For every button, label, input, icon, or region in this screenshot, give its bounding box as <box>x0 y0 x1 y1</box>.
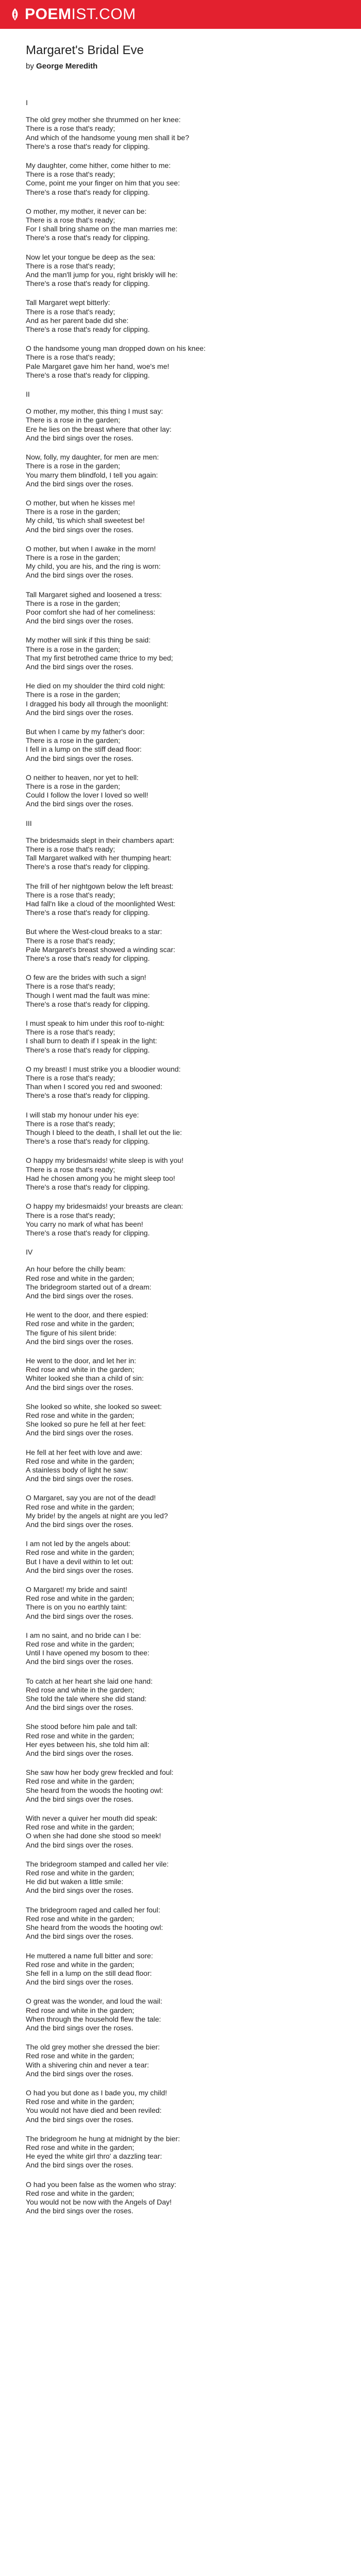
poem-line: Red rose and white in the garden; <box>26 1548 135 1557</box>
poem-line: He went to the door, and there espied: <box>26 1311 149 1319</box>
poem-line: And the bird sings over the roses. <box>26 525 134 534</box>
poem-line: And the bird sings over the roses. <box>26 1840 134 1849</box>
poem-line: And the bird sings over the roses. <box>26 2023 134 2032</box>
poem-line: I will stab my honour under his eye: <box>26 1110 139 1119</box>
poem-line: There is a rose in the garden; <box>26 645 120 653</box>
poem-line: Red rose and white in the garden; <box>26 1502 135 1511</box>
poem-line: O Margaret! my bride and saint! <box>26 1585 127 1594</box>
poem-line: O Margaret, say you are not of the dead! <box>26 1494 156 1502</box>
poem-line: Red rose and white in the garden; <box>26 1914 135 1923</box>
poem-line: He did but waken a little smile: <box>26 1877 124 1886</box>
poem-line: There is a rose that's ready; <box>26 124 116 133</box>
poem-line: And the bird sings over the roses. <box>26 708 134 717</box>
poem-line: Now, folly, my daughter, for men are men: <box>26 453 159 462</box>
poem-line: Ere he lies on the breast where that other lay: <box>26 425 172 433</box>
stanza <box>26 1448 335 1484</box>
poem-line: With never a quiver her mouth did speak: <box>26 1814 158 1823</box>
stanza <box>26 499 335 534</box>
poem-line: There is a rose that's ready; <box>26 936 116 945</box>
poem-line: You would not have died and been reviled: <box>26 2106 162 2115</box>
stanza <box>26 1906 335 1941</box>
poem-line: Red rose and white in the garden; <box>26 1640 135 1649</box>
poem-line: And the bird sings over the roses. <box>26 479 134 488</box>
poem-line: Now let your tongue be deep as the sea: <box>26 252 156 261</box>
stanza <box>26 1156 335 1192</box>
poem-line: My bride! by the angels at night are you led? <box>26 1511 168 1520</box>
poem-line: There is a rose that's ready; <box>26 1165 116 1174</box>
stanza <box>26 1585 335 1621</box>
poem-line: I must speak to him under this roof to-night: <box>26 1019 165 1028</box>
poem-line: With a shivering chin and never a tear: <box>26 2060 149 2069</box>
poem-line: There is a rose in the garden; <box>26 736 120 745</box>
stanza <box>26 590 335 626</box>
poem-line: And the bird sings over the roses. <box>26 1383 134 1392</box>
poem-line: She looked so white, she looked so sweet: <box>26 1402 162 1411</box>
poem-line: And the bird sings over the roses. <box>26 2207 134 2215</box>
stanza <box>26 1952 335 1987</box>
poem-line: My daughter, come hither, come hither to me: <box>26 161 171 170</box>
poem-line: My mother will sink if this thing be said: <box>26 636 151 645</box>
poem-line: That my first betrothed came thrice to my bed; <box>26 653 173 662</box>
poem-line: Tall Margaret walked with her thumping heart: <box>26 854 172 862</box>
poem-line: There is a rose in the garden; <box>26 462 120 470</box>
poem-line: There's a rose that's ready for clipping. <box>26 233 150 242</box>
poem-line: There's a rose that's ready for clipping. <box>26 862 150 871</box>
poem-line: There is a rose in the garden; <box>26 416 120 425</box>
poem-line: And the bird sings over the roses. <box>26 1291 134 1300</box>
poem-line: For I shall bring shame on the man marries me: <box>26 225 178 233</box>
stanza <box>26 253 335 289</box>
poem-line: O mother, my mother, it never can be: <box>26 207 147 215</box>
stanza <box>26 1722 335 1758</box>
poem-line: There is a rose that's ready; <box>26 1211 116 1219</box>
poem-line: Though I bleed to the death, I shall let out the lie: <box>26 1128 182 1137</box>
poem-line: To catch at her heart she laid one hand: <box>26 1676 153 1685</box>
poem-content <box>0 29 361 2215</box>
poem-line: And the bird sings over the roses. <box>26 1475 134 1483</box>
poem-line: There is a rose that's ready; <box>26 353 116 362</box>
stanza <box>26 682 335 717</box>
poem-line: He eyed the white girl thro' a dazzling tear: <box>26 2152 162 2161</box>
poem-line: Red rose and white in the garden; <box>26 1411 135 1419</box>
poem-line: There is a rose that's ready; <box>26 307 116 316</box>
poem-line: There is a rose in the garden; <box>26 599 120 607</box>
site-header <box>0 0 361 29</box>
poem-line: There's a rose that's ready for clipping. <box>26 1137 150 1146</box>
poem-line: Red rose and white in the garden; <box>26 1365 135 1374</box>
site-logo[interactable] <box>9 6 136 23</box>
poem-line: But when I came by my father's door: <box>26 727 145 736</box>
poem-line: He died on my shoulder the third cold night: <box>26 682 166 690</box>
stanza <box>26 1631 335 1667</box>
poem-line: There is a rose in the garden; <box>26 507 120 516</box>
poem-line: The frill of her nightgown below the left breast: <box>26 882 174 890</box>
poem-line: She saw how her body grew freckled and foul: <box>26 1768 174 1777</box>
poem-line: And the bird sings over the roses. <box>26 571 134 580</box>
poem-line: My child, 'tis which shall sweetest be! <box>26 516 145 525</box>
stanza <box>26 2180 335 2216</box>
logo-text: POEMIST.COM <box>25 6 136 23</box>
poem-line: He went to the door, and let her in: <box>26 1356 137 1365</box>
stanza <box>26 1202 335 1238</box>
poem-line: She heard from the woods the hooting owl: <box>26 1786 163 1794</box>
section-numeral: II <box>26 390 30 399</box>
poem-line: But where the West-cloud breaks to a star: <box>26 927 162 936</box>
poem-line: And the bird sings over the roses. <box>26 1794 134 1803</box>
poem-line: And the bird sings over the roses. <box>26 662 134 671</box>
stanza <box>26 1265 335 1300</box>
poem-title: Margaret's Bridal Eve <box>26 43 144 57</box>
poem-line: But I have a devil within to let out: <box>26 1557 134 1566</box>
poem-line: Red rose and white in the garden; <box>26 2006 135 2014</box>
section-numeral: IV <box>26 1248 33 1257</box>
poem-line: Her eyes between his, she told him all: <box>26 1740 150 1749</box>
poem-line: Could I follow the lover I loved so well! <box>26 791 149 800</box>
poem-line: O mother, but when I awake in the morn! <box>26 544 156 553</box>
poem-line: The figure of his silent bride: <box>26 1328 117 1337</box>
stanza <box>26 1768 335 1804</box>
poem-author[interactable]: George Meredith <box>36 62 98 71</box>
stanza <box>26 298 335 334</box>
poem-line: Red rose and white in the garden; <box>26 1731 135 1740</box>
poem-line: Red rose and white in the garden; <box>26 1823 135 1832</box>
poem-line: You marry them blindfold, I tell you again: <box>26 470 158 479</box>
poem-line: And the bird sings over the roses. <box>26 754 134 762</box>
poem-line: And the bird sings over the roses. <box>26 433 134 442</box>
stanza <box>26 1677 335 1713</box>
stanza <box>26 973 335 1009</box>
poem-line: There's a rose that's ready for clipping. <box>26 142 150 150</box>
poem-line: And the bird sings over the roses. <box>26 1612 134 1620</box>
poem-line: You carry no mark of what has been! <box>26 1219 143 1228</box>
poem-line: There is a rose that's ready; <box>26 1074 116 1082</box>
stanza <box>26 773 335 809</box>
poem-line: The bridesmaids slept in their chambers apart: <box>26 836 174 844</box>
poem-line: He muttered a name full bitter and sore: <box>26 1951 153 1960</box>
poem-line: O few are the brides with such a sign! <box>26 973 146 982</box>
stanza <box>26 1402 335 1438</box>
poem-line: Red rose and white in the garden; <box>26 2189 135 2197</box>
poem-line: Red rose and white in the garden; <box>26 1685 135 1694</box>
poem-line: There is a rose in the garden; <box>26 553 120 562</box>
poem-line: The bridegroom started out of a dream: <box>26 1282 152 1291</box>
poem-line: There's a rose that's ready for clipping. <box>26 325 150 334</box>
poem-line: And the bird sings over the roses. <box>26 1978 134 1987</box>
poem-line: And the bird sings over the roses. <box>26 1520 134 1529</box>
by-label: by <box>26 62 34 71</box>
poem-line: And the bird sings over the roses. <box>26 1749 134 1758</box>
poem-line: There is a rose that's ready; <box>26 1119 116 1128</box>
stanza <box>26 1111 335 1146</box>
poem-line: Had fall'n like a cloud of the moonlighted West: <box>26 900 176 908</box>
poem-line: She heard from the woods the hooting owl: <box>26 1923 163 1932</box>
stanza <box>26 161 335 197</box>
stanza <box>26 2134 335 2170</box>
stanza <box>26 407 335 443</box>
poem-line: And the bird sings over the roses. <box>26 1703 134 1712</box>
poem-line: There is on you no earthly taint: <box>26 1603 127 1612</box>
poem-line: Red rose and white in the garden; <box>26 2097 135 2106</box>
poem-line: And the bird sings over the roses. <box>26 2115 134 2124</box>
poem-line: There is a rose in the garden; <box>26 690 120 699</box>
poem-line: And the bird sings over the roses. <box>26 2161 134 2170</box>
poem-line: O the handsome young man dropped down on his knee: <box>26 344 206 353</box>
poem-line: My child, you are his, and the ring is worn: <box>26 562 161 571</box>
poem-line: Pale Margaret gave him her hand, woe's me! <box>26 362 170 370</box>
poem-line: And the bird sings over the roses. <box>26 1429 134 1437</box>
poem-line: There's a rose that's ready for clipping. <box>26 1091 150 1100</box>
stanza <box>26 1494 335 1529</box>
poem-line: Whiter looked she than a child of sin: <box>26 1374 144 1383</box>
poem-line: And the bird sings over the roses. <box>26 1932 134 1941</box>
poem-line: Red rose and white in the garden; <box>26 1777 135 1786</box>
poem-line: And the bird sings over the roses. <box>26 617 134 625</box>
poem-line: There is a rose that's ready; <box>26 890 116 899</box>
poem-line: And the bird sings over the roses. <box>26 1337 134 1346</box>
poem-line: O happy my bridesmaids! your breasts are clean: <box>26 1202 184 1211</box>
stanza <box>26 2043 335 2078</box>
poem-line: The old grey mother she thrummed on her knee: <box>26 115 181 124</box>
poem-line: There is a rose in the garden; <box>26 782 120 790</box>
poem-line: An hour before the chilly beam: <box>26 1265 126 1274</box>
poem-line: And the bird sings over the roses. <box>26 800 134 808</box>
poem-line: She stood before him pale and tall: <box>26 1722 138 1731</box>
poem-line: O had you been false as the women who stray: <box>26 2180 176 2189</box>
stanza <box>26 927 335 963</box>
poem-line: Poor comfort she had of her comeliness: <box>26 607 156 616</box>
stanza <box>26 1860 335 1895</box>
poem-line: There is a rose that's ready; <box>26 982 116 991</box>
poem-line: There's a rose that's ready for clipping. <box>26 999 150 1008</box>
poem-line: O had you but done as I bade you, my child! <box>26 2088 167 2097</box>
poem-line: O my breast! I must strike you a bloodier wound: <box>26 1064 181 1073</box>
poem-line: A stainless body of light he saw: <box>26 1465 128 1474</box>
stanza <box>26 636 335 671</box>
poem-line: There's a rose that's ready for clipping. <box>26 1045 150 1054</box>
poem-line: The bridegroom he hung at midnight by the bier: <box>26 2134 180 2143</box>
poem-line: Tall Margaret sighed and loosened a tress: <box>26 590 162 599</box>
poem-line: And the bird sings over the roses. <box>26 1886 134 1895</box>
poem-line: And the bird sings over the roses. <box>26 1566 134 1574</box>
poem-line: O mother, my mother, this thing I must say: <box>26 407 163 416</box>
poem-line: Red rose and white in the garden; <box>26 1869 135 1877</box>
poem-line: Come, point me your finger on him that you see: <box>26 179 180 188</box>
stanza <box>26 727 335 763</box>
poem-line: Until I have opened my bosom to thee: <box>26 1649 150 1657</box>
poem-line: I dragged his body all through the moonlight: <box>26 699 169 708</box>
stanza <box>26 1539 335 1575</box>
poem-line: Red rose and white in the garden; <box>26 1960 135 1969</box>
poem-line: And the bird sings over the roses. <box>26 2069 134 2078</box>
poem-line: There's a rose that's ready for clipping. <box>26 1228 150 1237</box>
poem-line: She told the tale where she did stand: <box>26 1694 147 1703</box>
poem-line: There's a rose that's ready for clipping. <box>26 370 150 379</box>
stanza <box>26 1311 335 1346</box>
poem-line: Red rose and white in the garden; <box>26 1456 135 1465</box>
poem-line: There's a rose that's ready for clipping. <box>26 279 150 288</box>
poem-line: There is a rose that's ready; <box>26 845 116 853</box>
stanza <box>26 1997 335 2032</box>
poem-line: Red rose and white in the garden; <box>26 1319 135 1328</box>
poem-line: He fell at her feet with love and awe: <box>26 1448 142 1456</box>
stanza <box>26 207 335 243</box>
poem-line: There's a rose that's ready for clipping. <box>26 908 150 917</box>
poem-line: O great was the wonder, and loud the wail: <box>26 1997 162 2006</box>
poem-line: Tall Margaret wept bitterly: <box>26 298 110 307</box>
poem-line: Had he chosen among you he might sleep too! <box>26 1174 175 1182</box>
poem-line: There's a rose that's ready for clipping. <box>26 1183 150 1192</box>
poem-line: Red rose and white in the garden; <box>26 1274 135 1282</box>
poem-line: Than when I scored you red and swooned: <box>26 1082 162 1091</box>
poem-line: I shall burn to death if I speak in the light: <box>26 1037 157 1045</box>
poem-line: O when she had done she stood so meek! <box>26 1832 161 1840</box>
poem-line: There's a rose that's ready for clipping. <box>26 954 150 963</box>
stanza <box>26 882 335 918</box>
poem-byline <box>26 62 335 71</box>
poem-line: There is a rose that's ready; <box>26 170 116 179</box>
poem-line: And which of the handsome young men shall it be? <box>26 133 189 142</box>
quill-pen-icon <box>9 8 21 21</box>
poem-line: The bridegroom stamped and called her vile: <box>26 1859 169 1868</box>
stanza <box>26 1357 335 1392</box>
stanza <box>26 1065 335 1100</box>
stanza <box>26 2089 335 2124</box>
poem-body <box>26 98 335 2215</box>
poem-line: O neither to heaven, nor yet to hell: <box>26 773 139 782</box>
poem-line: And the bird sings over the roses. <box>26 1657 134 1666</box>
stanza <box>26 344 335 380</box>
poem-line: You would not be now with the Angels of Day! <box>26 2197 172 2206</box>
section-numeral: I <box>26 98 28 107</box>
stanza <box>26 115 335 151</box>
poem-line: I am not led by the angels about: <box>26 1539 131 1548</box>
poem-line: Red rose and white in the garden; <box>26 2052 135 2060</box>
poem-line: And the man'll jump for you, right briskly will he: <box>26 270 178 279</box>
poem-line: I fell in a lump on the stiff dead floor: <box>26 745 142 754</box>
poem-line: Red rose and white in the garden; <box>26 2143 135 2151</box>
stanza <box>26 1814 335 1850</box>
stanza <box>26 545 335 580</box>
poem-line: O mother, but when he kisses me! <box>26 498 135 507</box>
stanza <box>26 453 335 488</box>
poem-line: Pale Margaret's breast showed a winding scar: <box>26 945 175 954</box>
stanza <box>26 1019 335 1055</box>
poem-line: There's a rose that's ready for clipping. <box>26 188 150 196</box>
poem-line: When through the household flew the tale: <box>26 2014 161 2023</box>
poem-line: There is a rose that's ready; <box>26 1028 116 1037</box>
section-numeral: III <box>26 819 32 827</box>
poem-line: The bridegroom raged and called her foul: <box>26 1905 160 1914</box>
poem-line: She fell in a lump on the still dead floor: <box>26 1969 152 1977</box>
poem-line: There is a rose that's ready; <box>26 216 116 225</box>
poem-line: The old grey mother she dressed the bier: <box>26 2043 160 2052</box>
poem-line: And as her parent bade did she: <box>26 316 129 325</box>
poem-line: I am no saint, and no bride can I be: <box>26 1631 141 1639</box>
poem-line: Red rose and white in the garden; <box>26 1594 135 1603</box>
poem-line: Though I went mad the fault was mine: <box>26 991 150 999</box>
poem-line: There is a rose that's ready; <box>26 261 116 270</box>
poem-line: O happy my bridesmaids! white sleep is with you! <box>26 1156 184 1165</box>
poem-line: She looked so pure he fell at her feet: <box>26 1420 146 1429</box>
stanza <box>26 836 335 872</box>
